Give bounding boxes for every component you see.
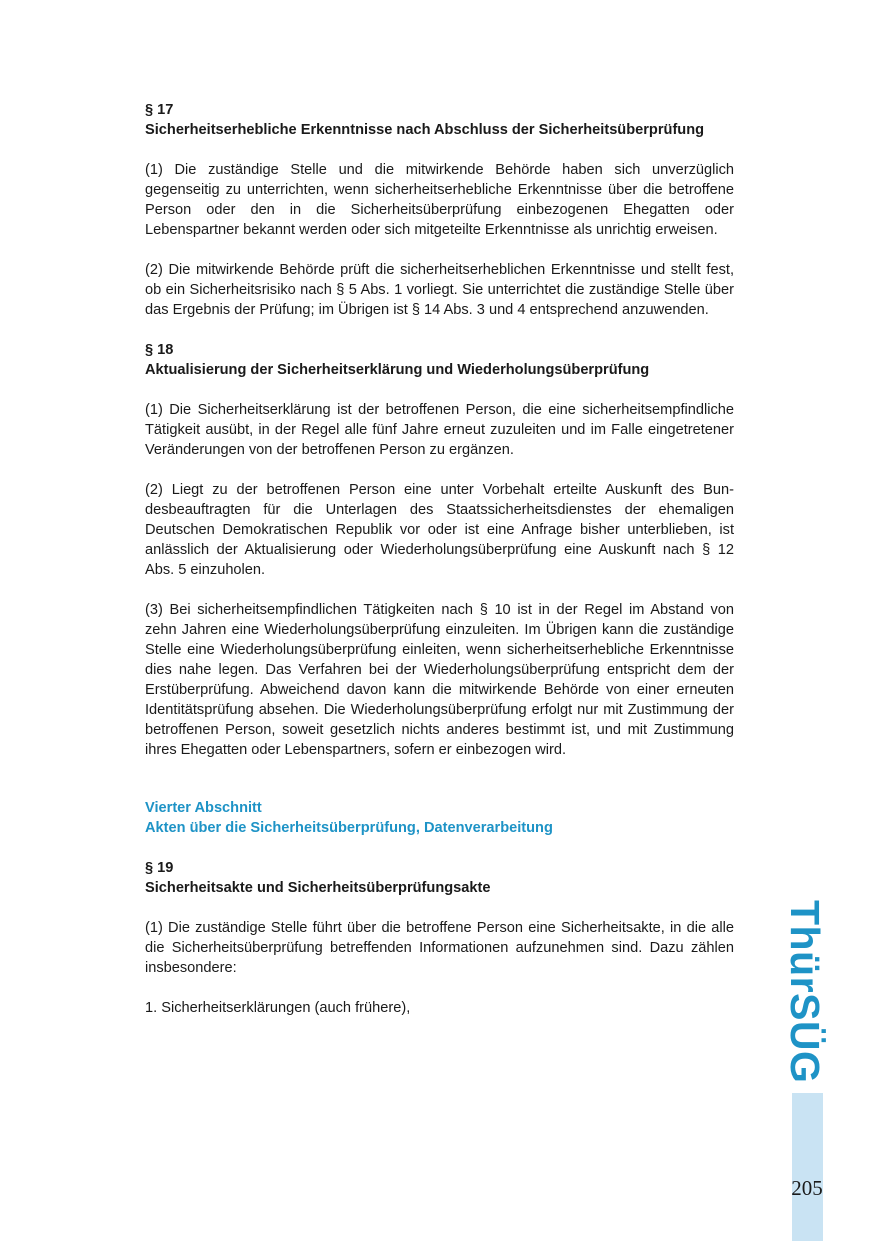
chapter-label: Vierter Abschnitt <box>145 800 262 816</box>
section-18-paragraph-1: (1) Die Sicherheitserklärung ist der betroffenen Person, die eine sicherheitsempfindliche Tätigkeit ausübt, in der Regel alle fünf Jahre erneut zuzuleiten und im Falle eingetretener Veränderungen von der betroffenen Person zu ergänzen. <box>145 402 734 458</box>
section-19-title: Sicherheitsakte und Sicherheitsüberprüfungsakte <box>145 880 491 896</box>
section-17-title: Sicherheitserhebliche Erkenntnisse nach Abschluss der Sicherheitsüberprüfung <box>145 122 705 138</box>
side-bar <box>792 1093 823 1241</box>
section-18-title: Aktualisierung der Sicherheitserklärung und Wiederholungsüberprüfung <box>145 362 650 378</box>
section-19-paragraph-1: (1) Die zuständige Stelle führt über die betroffene Person eine Sicherheitsakte, in die alle die Sicherheitsüberprüfung betreffenden Informationen aufzunehmen sind. Dazu zählen insbesondere: <box>145 920 734 976</box>
section-19-list-item: 1. Sicherheitserklärungen (auch frühere), <box>145 1000 411 1016</box>
section-17-number: § 17 <box>145 102 174 118</box>
section-18-paragraph-3: (3) Bei sicherheitsempfindlichen Tätigkeiten nach § 10 ist in der Regel im Abstand von zehn Jahren eine Wiederholungsüberprüfung einzuleiten. Im Übrigen kann die zuständige Stelle eine Wiederholungsüberprüfung einleiten, wenn sicherheitserhebliche Erkenntnisse dies nahe legen. Das Verfahren bei der Wiederholungsüberprüfung entspricht dem der Erstüberprüfung. Abweichend davon kann die mitwirkende Behörde von einer erneuten Identitätsprüfung absehen. Die Wiederholungsüberprüfung erfolgt nur mit Zustimmung der betroffenen Person, soweit gesetzlich nichts anderes bestimmt ist, und mit Zustimmung ihres Ehegatten oder Lebenspartners, sofern er einbezogen wird. <box>145 602 734 758</box>
section-18-number: § 18 <box>145 342 174 358</box>
chapter-title: Akten über die Sicherheitsüberprüfung, Datenverarbeitung <box>145 820 553 836</box>
section-19-number: § 19 <box>145 860 174 876</box>
side-title: ThürSÜG <box>782 900 828 1084</box>
section-18-paragraph-2: (2) Liegt zu der betroffenen Person eine unter Vorbehalt erteilte Auskunft des Bundesbeauftragten für die Unterlagen des Staatssicherheitsdienstes der ehemaligen Deutschen Demokratischen Republik vor oder ist eine Anfrage bisher unterblieben, ist anlässlich der Aktualisierung oder Wiederholungsüberprüfung eine Auskunft nach § 12 Abs. 5 einzuholen. <box>145 482 734 578</box>
section-17-paragraph-1: (1) Die zuständige Stelle und die mitwirkende Behörde haben sich unverzüglich gegenseitig zu unterrichten, wenn sicherheitserhebliche Erkenntnisse über die betroffene Person oder den in die Sicherheitsüberprüfung einbezogenen Ehegatten oder Lebenspartner bekannt werden oder sich mitgeteilte Erkenntnisse als unrichtig erweisen. <box>145 162 734 238</box>
section-17-paragraph-2: (2) Die mitwirkende Behörde prüft die sicherheitserheblichen Erkenntnisse und stellt fest, ob ein Sicherheitsrisiko nach § 5 Abs. 1 vorliegt. Sie unterrichtet die zuständige Stelle über das Ergebnis der Prüfung; im Übrigen ist § 14 Abs. 3 und 4 entsprechend anzuwenden. <box>145 262 734 318</box>
page-content <box>145 100 734 1018</box>
page-number: 205 <box>791 1176 823 1200</box>
